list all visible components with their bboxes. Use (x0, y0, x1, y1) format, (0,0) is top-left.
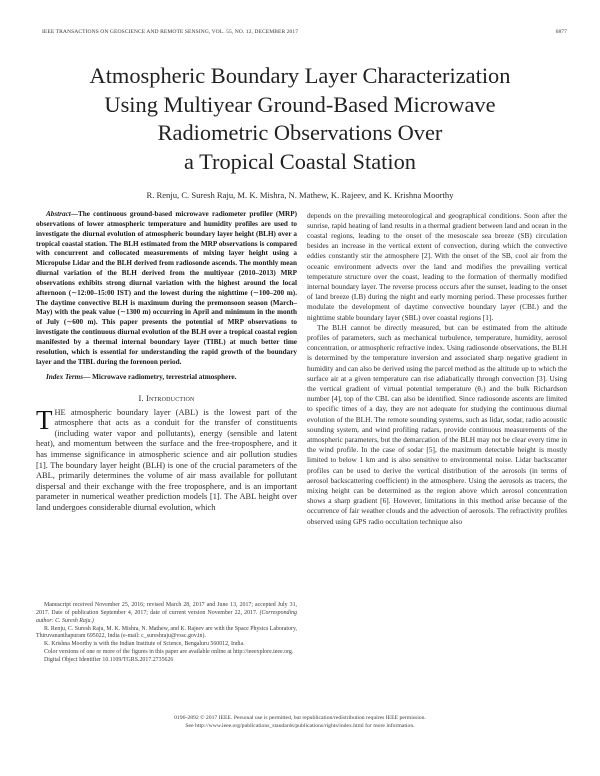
title-line: a Tropical Coastal Station (184, 148, 416, 174)
copyright-notice (0, 714, 600, 731)
footnote-manuscript (36, 602, 297, 626)
footnote-affiliation-2: K. Krishna Moorthy is with the Indian Institute of Science, Bengaluru 560012, India. (44, 641, 245, 648)
title-line: Radiometric Observations Over (157, 120, 443, 146)
intro-text: HE atmospheric boundary layer (ABL) is the lowest part of the atmosphere that acts as a conduit for the transfer of constituents (including water vapor and pollutants), energy (sensible and latent heat), and momentum between the surface and the free-troposphere, and it has immense significance in atmospheric science and air pollution studies [1]. The boundary layer height (BLH) is one of the crucial parameters of the ABL, primarily determines the volume of air mass available for pollutant dispersal and their exchange with the free troposphere, and is an important parameter in numerical weather prediction models [1]. The ABL height over land undergoes considerable diurnal evolution, which (36, 407, 297, 512)
footnotes (36, 602, 297, 665)
copyright-line: See http://www.ieee.org/publications_standards/publications/rights/index.html for more information. (185, 723, 415, 730)
title-line: Using Multiyear Ground-Based Microwave (104, 91, 496, 117)
corresponding-author: (Corresponding author: C. Suresh Raju.) (36, 609, 297, 624)
abstract-text: —The continuous ground-based microwave radiometer profiler (MRP) observations of lower atmospheric temperature and humidity profiles are used to investigate the diurnal evolution of atmospheric boundary layer height (BLH) over a tropical coastal station. The BLH estimated from the MRP observations is compared with concurrent and collocated measurements of mixing layer height using a Micropulse Lidar and the BLH derived from radiosonde ascends. The monthly mean diurnal variation of the BLH derived from the multiyear (2010–2013) MRP observations exhibits strong diurnal variation with the highest around the local afternoon (∼12:00–15:00 IST) and the lowest during the nighttime (∼100–200 m). The daytime convective BLH is maximum during the premonsoon season (March–May) with the peak value (∼1300 m) occurring in April and minimum in the month of July (∼600 m). This paper presents the potential of MRP observations to investigate the continuous diurnal evolution of the BLH over a tropical coastal region manifested by a thermal internal boundary layer (TIBL) at much better time resolution, which is essential for understanding the rapid growth of the boundary layer and the TIBL during the forenoon period. (36, 210, 297, 366)
running-head (42, 29, 567, 39)
drop-cap: T (36, 404, 53, 435)
author-list: R. Renju, C. Suresh Raju, M. K. Mishra, N. Mathew, K. Rajeev, and K. Krishna Moorthy (146, 190, 454, 200)
body-paragraph: The BLH cannot be directly measured, but can be estimated from the altitude profiles of parameters, such as mechanical turbulence, temperature, humidity, aerosol concentration, or atmospheric refractive index. Using radiosonde observations, the BLH is determined by the temperature inversion and associated sharp negative gradient in humidity and can also be derived using the parcel method as the altitude up to which the surface air at a given temperature can rise adiabatically through convection [3]. Using the vertical gradient of virtual potential temperature (θᵥ) and the bulk Richardson number [4], top of the CBL can also be identified. Since radiosonde ascents are limited to specific times of a day, they are not adequate for studying the continuous diurnal evolution of the BLH. The remote sounding systems, such as lidar, sodar, radio acoustic sounding system, and wind profiling radars, provide continuous measurements of the atmospheric parameters, but the demarcation of the BLH may not be clear every time in the wind profile. In the case of sodar [5], the maximum detectable height is mostly limited to below 1 km and is also sensitive to environmental noise. Lidar backscatter profiles can be used to derive the vertical distribution of the aerosols (in terms of aerosol backscattering coefficient) in the atmosphere. Using the aerosols as tracers, the mixing height can be determined as the region above which aerosol concentration shows a sharp gradient [6]. However, limitations in this method arise because of the occurrence of fair weather clouds and the advection of aerosols. The refractivity profiles observed using GPS radio occultation technique also (307, 322, 567, 526)
index-terms-text: — Microwave radiometry, terrestrial atmosphere. (83, 372, 237, 381)
index-terms-label: Index Terms (46, 372, 84, 381)
page-number: 6877 (555, 29, 567, 35)
footnote-color-note: Color versions of one or more of the figures in this paper are available online at http://ieeexplore.ieee.org. (44, 649, 294, 656)
abstract (36, 210, 297, 368)
section-heading-introduction: I. Introduction (138, 394, 195, 404)
left-column (36, 210, 297, 513)
paper-title (0, 62, 600, 176)
manuscript-dates: Manuscript received November 25, 2016; revised March 28, 2017 and June 13, 2017; accepted July 31, 2017. Date of publication September 4, 2017; date of current version November 22, 2017. (36, 602, 297, 616)
journal-name: IEEE TRANSACTIONS ON GEOSCIENCE AND REMOTE SENSING, VOL. 55, NO. 12, DECEMBER 2017 (42, 29, 299, 35)
index-terms (36, 373, 297, 383)
body-paragraph: depends on the prevailing meteorological and geographical conditions. Soon after the sunrise, rapid heating of land results in a thermal gradient between land and ocean in the coastal regions, leading to the onset of the mesoscale sea breeze (SB) circulation besides an increase in the vertical extent of convection, during which the convective eddies constantly stir the atmosphere [2]. With the onset of the SB, cool air from the oceanic environment advects over the land and modifies the prevailing vertical temperature structure over the coast, leading to the formation of thermally modified internal boundary layer. The reverse process occurs after the sunset, leading to the onset of land breeze (LB) during the night and early morning period. These processes further modulate the development of daytime convective boundary layer (CBL) and the nighttime stable boundary layer (SBL) over coastal regions [1]. (307, 210, 567, 322)
footnote-doi: Digital Object Identifier 10.1109/TGRS.2017.2735626 (44, 656, 174, 663)
abstract-label: Abstract (46, 210, 71, 218)
right-column (307, 211, 567, 527)
intro-paragraph (36, 404, 297, 514)
title-line: Atmospheric Boundary Layer Characterization (89, 63, 511, 88)
footnote-affiliation-1: R. Renju, C. Suresh Raju, M. K. Mishra, N. Mathew, and K. Rajeev are with the Space Physics Laboratory, Thiruvananthapuram 695022, India (e-mail: c_sureshraju@vssc.gov.in). (36, 625, 297, 640)
copyright-line: 0196-2892 © 2017 IEEE. Personal use is permitted, but republication/redistribution requires IEEE permission. (174, 715, 426, 721)
